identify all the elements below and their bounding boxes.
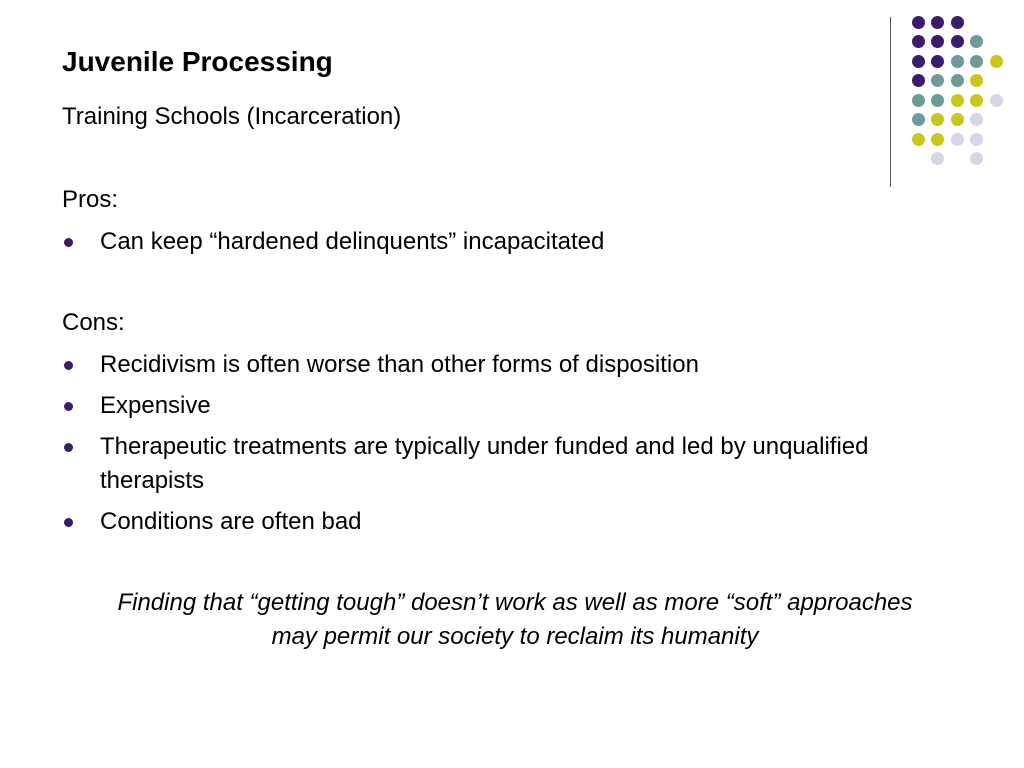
- cons-item: [62, 348, 882, 382]
- bullet-dot-icon: [64, 361, 73, 370]
- decorative-dot: [951, 133, 964, 146]
- cons-item-text: Expensive: [100, 392, 211, 419]
- decorative-dot: [951, 55, 964, 68]
- decorative-dot: [970, 113, 983, 126]
- bullet-dot-icon: [64, 518, 73, 527]
- decorative-dot: [970, 55, 983, 68]
- decorative-dot: [931, 74, 944, 87]
- cons-item-text: Conditions are often bad: [100, 508, 362, 535]
- decorative-dot: [970, 35, 983, 48]
- pros-heading: Pros:: [62, 186, 119, 213]
- cons-item-text: Recidivism is often worse than other forms of disposition: [100, 351, 699, 378]
- cons-heading: Cons:: [62, 309, 125, 336]
- cons-item: [62, 389, 882, 423]
- slide-subtitle: Training Schools (Incarceration): [62, 103, 402, 130]
- decorative-dot: [990, 94, 1003, 107]
- decorative-dot: [951, 113, 964, 126]
- decorative-dot-grid: [0, 0, 1024, 200]
- decorative-dot: [970, 94, 983, 107]
- decorative-dot: [912, 94, 925, 107]
- pros-item: [62, 225, 882, 259]
- decorative-dot: [951, 94, 964, 107]
- decorative-dot: [912, 74, 925, 87]
- decorative-dot: [951, 35, 964, 48]
- decorative-dot: [931, 133, 944, 146]
- decorative-dot: [970, 152, 983, 165]
- decorative-dot: [970, 133, 983, 146]
- decorative-dot: [912, 16, 925, 29]
- cons-item-text: Therapeutic treatments are typically under funded and led by unqualified therapists: [100, 433, 869, 494]
- decorative-dot: [931, 113, 944, 126]
- decorative-dot: [931, 16, 944, 29]
- conclusion-text: Finding that “getting tough” doesn’t work as well as more “soft” approaches may permit our society to reclaim its humanity: [117, 589, 913, 650]
- decorative-dot: [951, 16, 964, 29]
- decorative-dot: [931, 55, 944, 68]
- decorative-dot: [990, 55, 1003, 68]
- bullet-dot-icon: [64, 402, 73, 411]
- decorative-dot: [970, 74, 983, 87]
- slide-title: Juvenile Processing: [62, 46, 333, 77]
- decorative-dot: [951, 74, 964, 87]
- decorative-dot: [931, 35, 944, 48]
- decorative-dot: [931, 152, 944, 165]
- bullet-dot-icon: [64, 238, 73, 247]
- cons-item: [62, 430, 882, 498]
- decorative-dot: [912, 55, 925, 68]
- decorative-dot: [931, 94, 944, 107]
- bullet-dot-icon: [64, 443, 73, 452]
- cons-item: [62, 505, 882, 539]
- pros-list: [62, 225, 882, 266]
- pros-item-text: Can keep “hardened delinquents” incapacitated: [100, 228, 605, 255]
- vertical-divider: [890, 17, 891, 187]
- decorative-dot: [912, 113, 925, 126]
- decorative-dot: [912, 35, 925, 48]
- cons-list: [62, 348, 882, 546]
- decorative-dot: [912, 133, 925, 146]
